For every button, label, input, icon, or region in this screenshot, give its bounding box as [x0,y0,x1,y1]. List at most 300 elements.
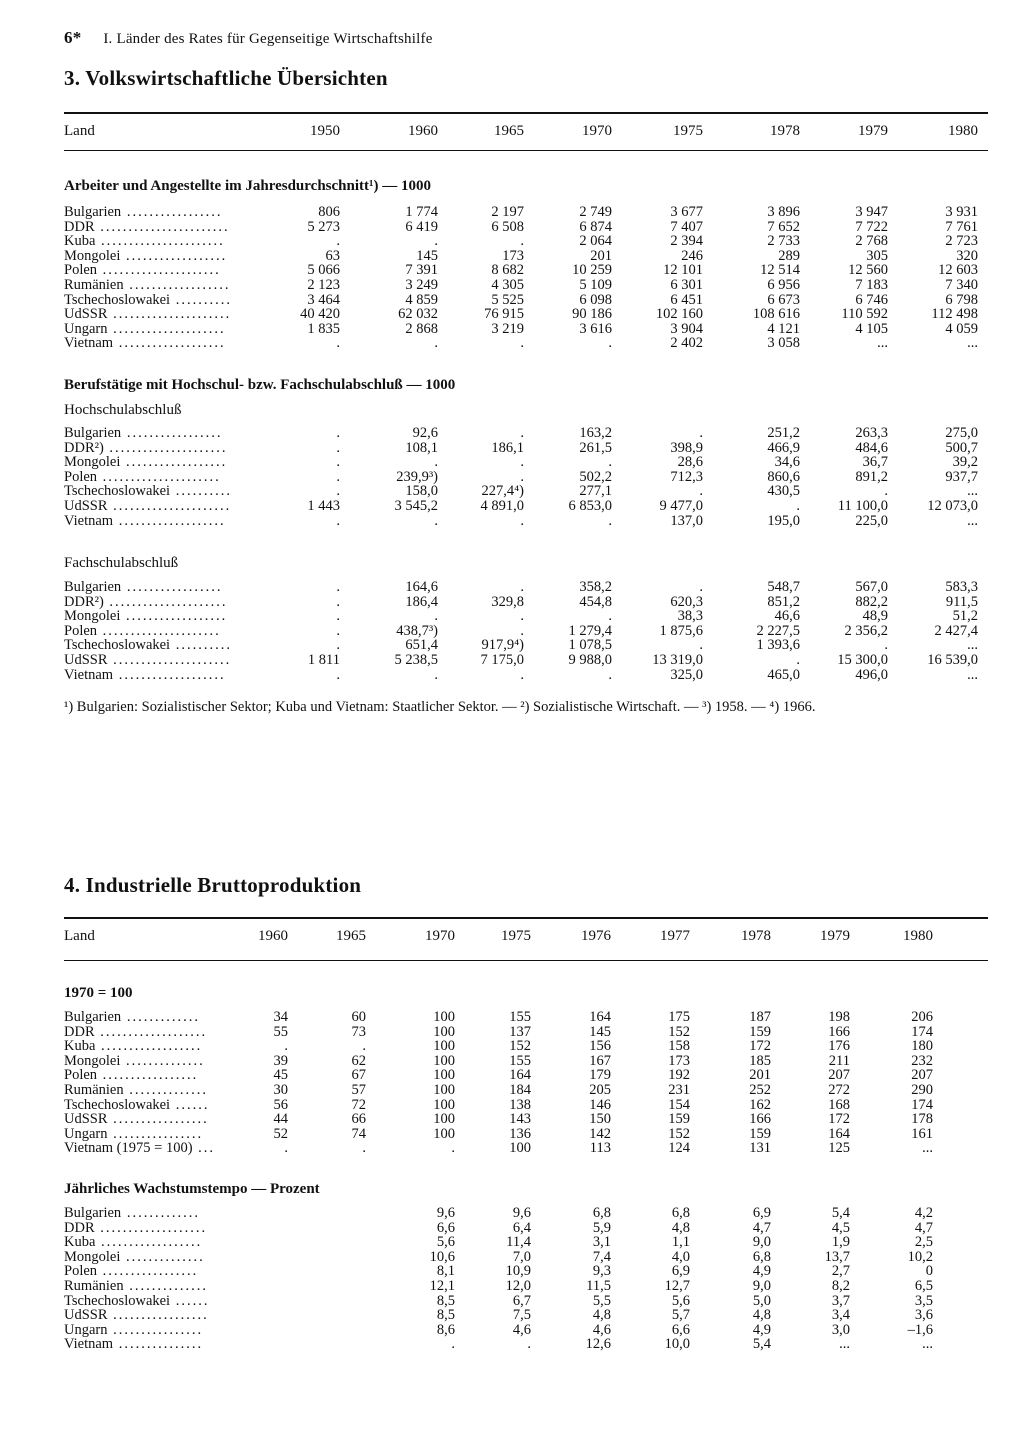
table-cell: 158 [668,1038,690,1055]
table-cell: 10,6 [429,1248,455,1265]
country-name: Rumänien [64,1278,124,1294]
table-cell: 6,8 [752,1248,771,1265]
table-cell: 7,5 [512,1307,531,1324]
table-row [0,1337,1024,1352]
table-cell: 9,0 [752,1278,771,1294]
leader-dots: ................. [97,1263,199,1280]
table-cell: . [434,335,438,352]
table-cell: 60 [351,1009,366,1025]
table-cell: 3 058 [767,335,800,352]
country-name: Vietnam [64,666,114,683]
subsection-title: Hochschulabschluß [64,402,182,418]
table-cell: 7 340 [945,277,978,293]
table-cell: 6,4 [512,1219,531,1236]
table-cell: 172 [828,1111,850,1128]
page-number: 6* [64,28,82,47]
table-cell: 1 393,6 [756,637,800,654]
table-cell: 6,8 [592,1205,611,1221]
table3-title: 3. Volkswirtschaftliche Übersichten [64,66,388,90]
table-cell: 92,6 [412,425,438,441]
table-cell: ... [922,1140,933,1157]
table-cell: 10,2 [907,1248,933,1265]
section-title: Arbeiter und Angestellte im Jahresdurchschnitt¹) — 1000 [64,178,431,194]
year-column-header: 1978 [770,123,800,139]
table-cell: 6 673 [767,291,800,308]
table-cell: 10 259 [572,262,612,279]
table-cell: 10,9 [505,1263,531,1280]
section-title: 1970 = 100 [64,985,133,1001]
table-cell: 583,3 [945,579,978,595]
table-cell: 911,5 [945,593,978,610]
table-cell: ... [967,483,978,500]
table-cell: 2 733 [767,233,800,250]
table-row [0,668,1024,683]
table-cell: 55 [273,1023,288,1040]
year-column-header: 1960 [408,123,438,139]
table-cell: 3,6 [914,1307,933,1324]
table-cell: 4 059 [945,320,978,337]
country-name: Bulgarien [64,1009,122,1025]
table-cell: 159 [749,1023,771,1040]
country-name: Tschechoslowakei [64,1096,171,1113]
table-cell: . [520,233,524,250]
table-cell: 1 774 [405,204,438,220]
table-cell: 251,2 [767,425,800,441]
table-cell: 438,7³) [396,622,438,639]
table-cell: 6,6 [436,1219,455,1236]
table-cell: 5 109 [579,277,612,293]
table-cell: 4,7 [752,1219,771,1236]
table4-title: 4. Industrielle Bruttoproduktion [64,873,362,897]
table-cell: 145 [416,247,438,264]
land-column-header: Land [64,928,95,944]
table-cell: 398,9 [670,439,703,456]
table-cell: 5,6 [671,1292,690,1309]
table4-top-rule [64,917,988,919]
table-cell: 108,1 [405,439,438,456]
leader-dots: .................. [95,1038,203,1055]
table-cell: 142 [589,1125,611,1142]
table-cell: 56 [273,1096,288,1113]
table-cell: 466,9 [767,439,800,456]
table-cell: . [520,454,524,471]
table-cell: 13 319,0 [652,652,703,668]
table-cell: 172 [749,1038,771,1055]
table-cell: 5,6 [436,1234,455,1251]
table-cell: 246 [681,247,703,264]
table-cell: . [796,652,800,668]
table-cell: 39 [273,1052,288,1069]
table-cell: 207 [911,1067,933,1084]
country-name: Polen [64,1067,98,1084]
table-cell: 12,6 [585,1336,611,1353]
section-title: Berufstätige mit Hochschul- bzw. Fachschulabschluß — 1000 [64,377,456,393]
table-cell: 7 183 [855,277,888,293]
table-cell: 320 [956,247,978,264]
country-name: Ungarn [64,1125,108,1142]
table-cell: 12,1 [429,1278,455,1294]
country-name: DDR [64,1219,95,1236]
table-cell: 1 078,5 [568,637,612,654]
table-cell: 6 301 [670,277,703,293]
country-name: Bulgarien [64,425,122,441]
table-cell: 100 [433,1111,455,1128]
table-cell: 5 525 [491,291,524,308]
leader-dots: ................... [94,1023,208,1040]
table-cell: 6 853,0 [568,498,612,514]
table-cell: 62 032 [398,306,438,323]
table-cell: ... [877,335,888,352]
country-name: Bulgarien [64,579,122,595]
table-cell: 8 682 [491,262,524,279]
table-cell: 100 [433,1038,455,1055]
table-cell: 231 [668,1082,690,1098]
table-cell: . [336,439,340,456]
leader-dots: .............. [120,1052,205,1069]
table-cell: . [520,468,524,485]
table-cell: 305 [866,247,888,264]
row-label [64,336,226,351]
country-name: UdSSR [64,1111,108,1128]
table-cell: 882,2 [855,593,888,610]
table-cell: 3 931 [945,204,978,220]
leader-dots: ................. [97,1067,199,1084]
table-cell: 110 592 [841,306,888,323]
leader-dots: .......... [170,291,232,308]
leader-dots: ............. [121,1205,200,1221]
table-cell: 2 723 [945,233,978,250]
table-cell: 76 915 [484,306,524,323]
table4-header-rule [64,960,988,961]
table-cell: 8,2 [831,1278,850,1294]
table-cell: 155 [509,1052,531,1069]
table-cell: . [336,483,340,500]
table-cell: 66 [351,1111,366,1128]
table-cell: 7 391 [405,262,438,279]
table-cell: 8,6 [436,1321,455,1338]
table-cell: 155 [509,1009,531,1025]
table-cell: 2 427,4 [934,622,978,639]
table-cell: 3 545,2 [394,498,438,514]
table-cell: 4,8 [671,1219,690,1236]
country-name: Mongolei [64,247,121,264]
table-cell: 358,2 [579,579,612,595]
table-cell: 3,0 [831,1321,850,1338]
table-cell: 131 [749,1140,771,1157]
table-cell: 289 [778,247,800,264]
leader-dots: ..................... [107,652,232,668]
table-cell: . [336,454,340,471]
country-name: Kuba [64,1038,96,1055]
table-cell: 5,4 [831,1205,850,1221]
table-cell: 73 [351,1023,366,1040]
table-cell: 146 [589,1096,611,1113]
country-name: Ungarn [64,1321,108,1338]
table-cell: 34,6 [774,454,800,471]
year-column-header: 1970 [582,123,612,139]
table-cell: 186,4 [405,593,438,610]
table-cell: . [520,666,524,683]
table-cell: 9,6 [436,1205,455,1221]
year-column-header: 1980 [948,123,978,139]
table-cell: . [336,233,340,250]
table-row [0,336,1024,351]
table-cell: 173 [668,1052,690,1069]
leader-dots: ... [192,1140,216,1157]
table-cell: 4,6 [592,1321,611,1338]
table-cell: 7 175,0 [480,652,524,668]
table-cell: . [520,335,524,352]
table-cell: 4,9 [752,1321,771,1338]
leader-dots: ................... [94,1219,208,1236]
table-cell: . [434,666,438,683]
table-cell: . [520,425,524,441]
table-cell: 1,1 [671,1234,690,1251]
table-cell: . [336,468,340,485]
table-cell: . [451,1336,455,1353]
table-cell: . [434,454,438,471]
country-name: UdSSR [64,652,108,668]
table-cell: . [527,1336,531,1353]
table-cell: 2 197 [491,204,524,220]
country-name: Kuba [64,233,96,250]
table-cell: 158,0 [405,483,438,500]
row-label [64,668,226,683]
table-cell: . [336,579,340,595]
table-cell: 164,6 [405,579,438,595]
table-cell: 154 [668,1096,690,1113]
table-cell: 1 835 [307,320,340,337]
leader-dots: .............. [123,1278,208,1294]
table-cell: 100 [433,1125,455,1142]
table-cell: . [608,512,612,529]
table-cell: 100 [433,1023,455,1040]
table-cell: 12 603 [938,262,978,279]
table-cell: 166 [749,1111,771,1128]
table-cell: 7 722 [855,218,888,235]
table-cell: 4,5 [831,1219,850,1236]
table-cell: . [699,579,703,595]
table-cell: 6 508 [491,218,524,235]
table-cell: ... [839,1336,850,1353]
table-cell: 161 [911,1125,933,1142]
table-cell: . [336,622,340,639]
table-cell: 12,0 [505,1278,531,1294]
leader-dots: ...................... [95,233,225,250]
leader-dots: .................. [120,454,228,471]
table-cell: 67 [351,1067,366,1084]
table-cell: 3,1 [592,1234,611,1251]
table-cell: 3 219 [491,320,524,337]
table-cell: 2 394 [670,233,703,250]
table-cell: 201 [749,1067,771,1084]
table-cell: 917,9⁴) [481,637,524,654]
table-cell: . [284,1038,288,1055]
table-cell: 4,7 [914,1219,933,1236]
table-cell: 124 [668,1140,690,1157]
table-cell: 137 [509,1023,531,1040]
table-cell: . [520,608,524,625]
leader-dots: .............. [123,1082,208,1098]
table-cell: 4,2 [914,1205,933,1221]
table-cell: 3 904 [670,320,703,337]
table-cell: 15 300,0 [837,652,888,668]
table-cell: 4 121 [767,320,800,337]
table-cell: 166 [828,1023,850,1040]
table-cell: 38,3 [677,608,703,625]
table-cell: . [884,483,888,500]
table-cell: 174 [911,1096,933,1113]
country-name: Vietnam (1975 = 100) [64,1140,193,1157]
country-name: Tschechoslowakei [64,483,171,500]
table-cell: 4 891,0 [480,498,524,514]
table-cell: 100 [433,1009,455,1025]
table-cell: 329,8 [491,593,524,610]
table-cell: . [796,498,800,514]
table-cell: 252 [749,1082,771,1098]
leader-dots: .................. [95,1234,203,1251]
table-cell: 620,3 [670,593,703,610]
table-cell: 100 [433,1052,455,1069]
table-cell: 1 875,6 [659,622,703,639]
table-cell: 52 [273,1125,288,1142]
table-cell: 162 [749,1096,771,1113]
table-cell: . [336,335,340,352]
table-cell: 6,9 [671,1263,690,1280]
leader-dots: ................. [121,204,223,220]
table-cell: 6 798 [945,291,978,308]
table-cell: 8,5 [436,1307,455,1324]
table-cell: . [434,512,438,529]
year-column-header: 1965 [336,928,366,944]
table-cell: 3,7 [831,1292,850,1309]
table-cell: . [362,1140,366,1157]
leader-dots: ..................... [107,498,232,514]
table-cell: 159 [749,1125,771,1142]
country-name: UdSSR [64,1307,108,1324]
country-name: DDR²) [64,593,104,610]
table-cell: 152 [509,1038,531,1055]
table-cell: 5,9 [592,1219,611,1236]
table-cell: 4 859 [405,291,438,308]
table-cell: 1 279,4 [568,622,612,639]
table-cell: 232 [911,1052,933,1069]
table-cell: ... [967,512,978,529]
table-cell: 12 514 [760,262,800,279]
leader-dots: ................ [107,1125,204,1142]
table-cell: 275,0 [945,425,978,441]
year-column-header: 1960 [258,928,288,944]
table-cell: 46,6 [774,608,800,625]
table-cell: 9,3 [592,1263,611,1280]
table-cell: 63 [325,247,340,264]
land-column-header: Land [64,123,95,139]
leader-dots: .............. [120,1248,205,1265]
table-cell: 90 186 [572,306,612,323]
table-cell: 30 [273,1082,288,1098]
table3-header-rule [64,150,988,151]
table-cell: 9 477,0 [659,498,703,514]
country-name: Mongolei [64,608,121,625]
table-cell: 125 [828,1140,850,1157]
table-cell: 502,2 [579,468,612,485]
country-name: Polen [64,622,98,639]
table-cell: 48,9 [862,608,888,625]
table-cell: 40 420 [300,306,340,323]
table-cell: 100 [433,1096,455,1113]
table-cell: 5 273 [307,218,340,235]
table-cell: –1,6 [907,1321,933,1338]
table-cell: 2 227,5 [756,622,800,639]
table-cell: 150 [589,1111,611,1128]
table-cell: . [884,637,888,654]
table-cell: 100 [433,1067,455,1084]
table-cell: 4,9 [752,1263,771,1280]
leader-dots: ..................... [107,306,232,323]
table-cell: 156 [589,1038,611,1055]
table-cell: 11,4 [506,1234,531,1251]
table-cell: 39,2 [952,454,978,471]
country-name: Mongolei [64,1052,121,1069]
table-cell: 4,8 [752,1307,771,1324]
year-column-header: 1977 [660,928,690,944]
table-cell: 108 616 [752,306,800,323]
table-cell: 137,0 [670,512,703,529]
table-cell: 6,7 [512,1292,531,1309]
table-cell: 152 [668,1023,690,1040]
table-cell: . [336,593,340,610]
table3-footnote: ¹) Bulgarien: Sozialistischer Sektor; Kuba und Vietnam: Staatlicher Sektor. — ²) Sozialistische Wirtschaft. — ³) 1958. — ⁴) 1966. [64,699,816,715]
table-cell: 1 811 [307,652,340,668]
table-cell: 173 [502,247,524,264]
table-cell: 164 [589,1009,611,1025]
table-cell: 6 419 [405,218,438,235]
leader-dots: ................ [107,1321,204,1338]
table-cell: 72 [351,1096,366,1113]
table-cell: 484,6 [855,439,888,456]
leader-dots: .................... [107,320,226,337]
table-cell: 2 749 [579,204,612,220]
table-cell: 164 [828,1125,850,1142]
leader-dots: ................... [113,512,226,529]
table-cell: 2 356,2 [844,622,888,639]
table-cell: 164 [509,1067,531,1084]
country-name: Kuba [64,1234,96,1251]
table-cell: 3,5 [914,1292,933,1309]
table-cell: 11,5 [586,1278,611,1294]
table-cell: 9,6 [512,1205,531,1221]
country-name: DDR²) [64,439,104,456]
table-cell: 179 [589,1067,611,1084]
table-cell: ... [922,1336,933,1353]
row-label [64,514,226,529]
table-cell: 100 [433,1082,455,1098]
table-cell: . [520,579,524,595]
table-cell: 12 101 [663,262,703,279]
table-cell: 2 064 [579,233,612,250]
leader-dots: ................... [113,335,226,352]
leader-dots: .......... [170,483,232,500]
table-cell: 937,7 [945,468,978,485]
table-cell: 9 988,0 [568,652,612,668]
table-cell: 207 [828,1067,850,1084]
country-name: Bulgarien [64,1205,122,1221]
table-cell: 239,9³) [396,468,438,485]
table-cell: 7,0 [512,1248,531,1265]
table-cell: 201 [590,247,612,264]
table-cell: 8,1 [436,1263,455,1280]
table-cell: 225,0 [855,512,888,529]
